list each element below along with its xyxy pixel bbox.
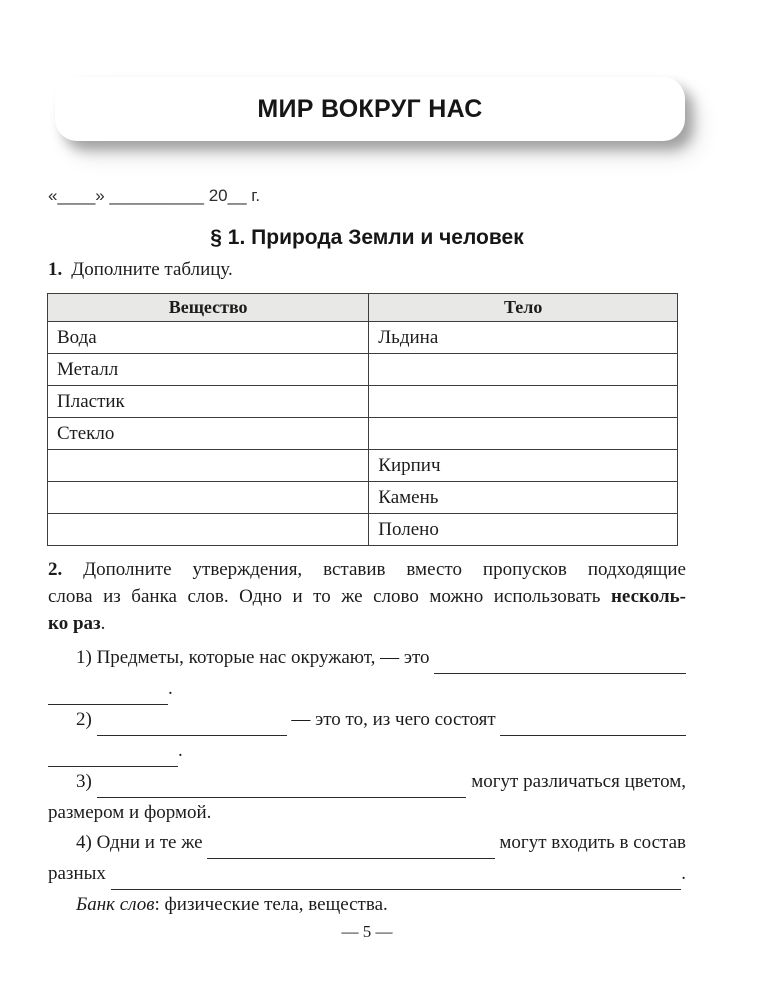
text-segment: несколь- (610, 586, 686, 607)
fill-in-blank[interactable] (48, 736, 178, 767)
text-segment: . (178, 740, 183, 761)
table-cell-empty[interactable] (48, 450, 369, 482)
text-line (48, 736, 686, 767)
text-segment: 2. (48, 559, 63, 580)
text-segment: — это то, из чего состоят (286, 709, 501, 730)
task1-text: Дополните таблицу. (71, 259, 233, 280)
text-segment: разных (48, 863, 111, 884)
page-number: — 5 — (341, 922, 393, 941)
text-segment: Банк слов (76, 894, 155, 915)
column-header: Вещество (48, 294, 369, 322)
table-row (48, 482, 678, 514)
text-line (48, 859, 686, 890)
table-cell-empty[interactable] (48, 514, 369, 546)
text-segment: размером и формой. (48, 802, 212, 823)
text-line (48, 674, 686, 705)
text-segment: могут различаться цветом, (466, 771, 686, 792)
table-cell: Пластик (48, 386, 369, 418)
text-line (48, 828, 686, 859)
table-cell: Вода (48, 322, 369, 354)
column-header: Тело (369, 294, 678, 322)
table-cell-empty[interactable] (369, 354, 678, 386)
table-body (48, 322, 678, 546)
text-line (48, 890, 686, 920)
text-segment: . (168, 678, 173, 699)
fill-in-blank[interactable] (97, 705, 287, 736)
table-cell-empty[interactable] (369, 386, 678, 418)
text-segment: 4) Одни и те же (76, 832, 208, 853)
table-cell: Полено (369, 514, 678, 546)
fill-in-blank[interactable] (48, 674, 168, 705)
fill-in-blank[interactable] (111, 859, 682, 890)
table-cell: Кирпич (369, 450, 678, 482)
text-line (48, 798, 686, 828)
text-segment: ко раз (48, 613, 101, 634)
table-row (48, 354, 678, 386)
chapter-title: МИР ВОКРУГ НАС (257, 94, 483, 123)
text-line (48, 643, 686, 674)
fill-in-blank[interactable] (207, 828, 494, 859)
text-segment: могут входить в состав (494, 832, 686, 853)
table-row (48, 418, 678, 450)
text-segment: слова из банка слов. Одно и то же слово можно использовать (48, 586, 611, 607)
table-cell-empty[interactable] (48, 482, 369, 514)
fill-in-blank[interactable] (434, 643, 686, 674)
text-line (48, 610, 686, 637)
chapter-header-banner (55, 77, 685, 141)
text-segment: . (681, 863, 686, 884)
table-row (48, 322, 678, 354)
table-cell: Металл (48, 354, 369, 386)
task1-instruction (48, 259, 686, 281)
word-bank (48, 890, 686, 920)
section-title: § 1. Природа Земли и человек (210, 226, 524, 249)
text-segment: . (100, 613, 106, 634)
task1-number: 1. (48, 259, 63, 280)
text-line (48, 583, 686, 610)
task2-instruction (48, 556, 686, 637)
text-segment: : физические тела, вещества. (154, 894, 388, 915)
table-cell: Камень (369, 482, 678, 514)
text-line (48, 705, 686, 736)
substance-body-table (47, 293, 678, 546)
table-cell-empty[interactable] (369, 418, 678, 450)
table-cell: Стекло (48, 418, 369, 450)
text-line (48, 767, 686, 798)
date-fill-in-line[interactable]: «____» __________ 20__ г. (48, 186, 261, 205)
fill-in-blank[interactable] (500, 705, 686, 736)
text-segment: 1) Предметы, которые нас окружают, — это (76, 647, 435, 668)
text-segment: 2) (76, 709, 97, 730)
table-row (48, 386, 678, 418)
text-line (48, 556, 686, 583)
table-row (48, 514, 678, 546)
text-segment: 3) (76, 771, 97, 792)
table-header-row (48, 294, 678, 322)
page-content (48, 186, 686, 942)
fill-in-blank[interactable] (97, 767, 467, 798)
task2-items (48, 643, 686, 890)
table-cell: Льдина (369, 322, 678, 354)
table-row (48, 450, 678, 482)
text-segment: Дополните утверждения, вставив вместо пропусков подходящие (62, 559, 686, 580)
